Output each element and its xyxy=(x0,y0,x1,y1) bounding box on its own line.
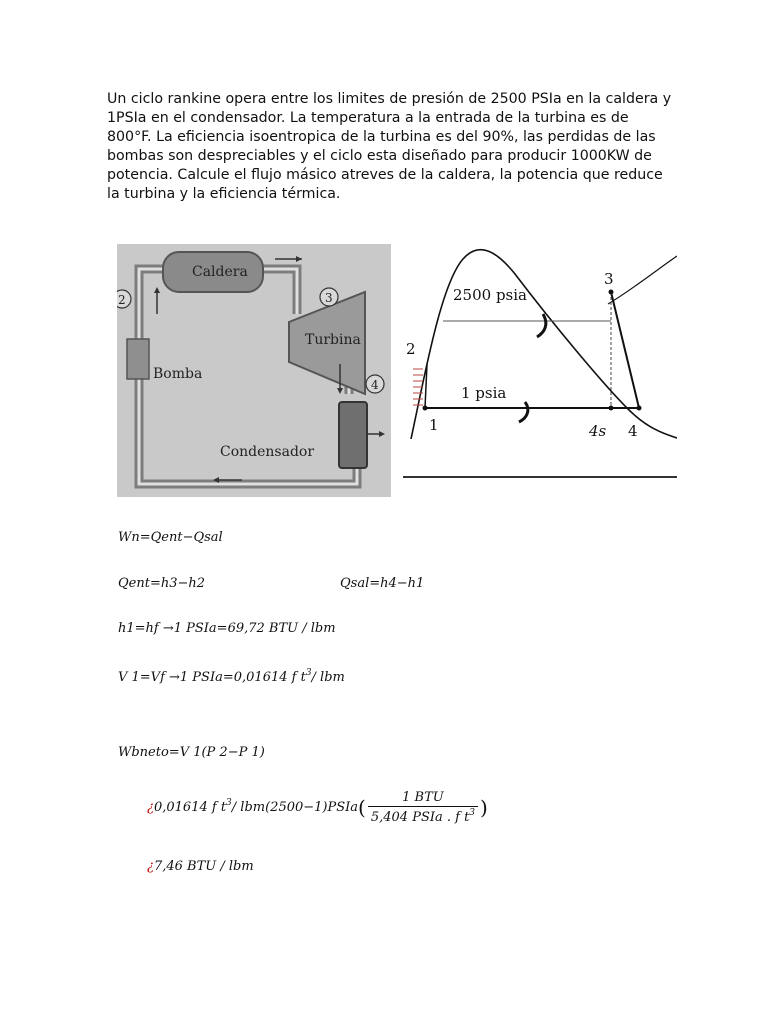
state-3-label: 3 xyxy=(325,291,333,305)
eq-wbneto-calc xyxy=(147,790,488,825)
problem-line: la turbina y la eficiencia térmica. xyxy=(107,186,341,202)
eq-v1 xyxy=(118,668,345,685)
eq-h1: h1=hf →1 PSIa=69,72 BTU / lbm xyxy=(118,621,336,636)
fraction-denominator-exponent: 3 xyxy=(469,808,476,818)
eq-wn: Wn=Qent−Qsal xyxy=(118,530,223,545)
open-paren: ( xyxy=(358,795,366,820)
caldera-label: Caldera xyxy=(192,264,248,280)
problem-line: Un ciclo rankine opera entre los limites de presión de 2500 PSIa en la caldera y xyxy=(107,91,672,107)
point-4s-label: 4s xyxy=(589,422,607,440)
condensador-label: Condensador xyxy=(220,444,315,460)
result-value: 7,46 BTU / lbm xyxy=(153,859,254,874)
bomba-label: Bomba xyxy=(153,366,203,382)
state-2-label: 2 xyxy=(118,293,126,307)
ts-diagram xyxy=(403,244,677,480)
conversion-fraction xyxy=(368,790,478,825)
point-4-label: 4 xyxy=(628,422,638,440)
point-1-label: 1 xyxy=(429,416,439,434)
problem-line: 1PSIa en el condensador. La temperatura a la entrada de la turbina es de xyxy=(107,110,629,126)
high-pressure-label: 2500 psia xyxy=(453,286,527,304)
result-mark: ¿ xyxy=(147,859,154,874)
calc-pressure: / lbm(2500−1)PSIa xyxy=(231,800,359,815)
eq-qent: Qent=h3−h2 xyxy=(118,576,206,591)
fraction-denominator xyxy=(368,807,478,825)
close-paren: ) xyxy=(480,795,488,820)
eq-v1-main: V 1=Vf →1 PSIa=0,01614 f t xyxy=(118,670,306,685)
bomba-shape xyxy=(127,339,149,379)
low-pressure-label: 1 psia xyxy=(461,384,507,402)
state-4-label: 4 xyxy=(371,378,379,392)
eq-result xyxy=(147,859,254,874)
problem-statement xyxy=(107,90,672,204)
calc-volume-exponent: 3 xyxy=(226,798,232,808)
eq-v1-exponent: 3 xyxy=(305,668,312,678)
problem-line: potencia. Calcule el flujo másico atreves de la caldera, la potencia que reduce xyxy=(107,167,663,183)
condensador-shape xyxy=(339,402,367,468)
fraction-numerator: 1 BTU xyxy=(368,790,478,807)
point-2-label: 2 xyxy=(406,340,416,358)
point-3-label: 3 xyxy=(604,270,614,288)
problem-line: bombas son despreciables y el ciclo esta diseñado para producir 1000KW de xyxy=(107,148,652,164)
turbina-label: Turbina xyxy=(305,332,361,348)
eq-qsal: Qsal=h4−h1 xyxy=(340,576,425,591)
eq-wbneto: Wbneto=V 1(P 2−P 1) xyxy=(118,745,265,760)
problem-line: 800°F. La eficiencia isoentropica de la turbina es del 90%, las perdidas de las xyxy=(107,129,656,145)
eq-v1-unit: / lbm xyxy=(311,670,345,685)
rankine-schematic xyxy=(117,244,391,497)
calc-mark: ¿ xyxy=(147,800,154,815)
fraction-denominator-text: 5,404 PSIa . f t xyxy=(370,810,470,825)
calc-volume: 0,01614 f t xyxy=(153,800,227,815)
